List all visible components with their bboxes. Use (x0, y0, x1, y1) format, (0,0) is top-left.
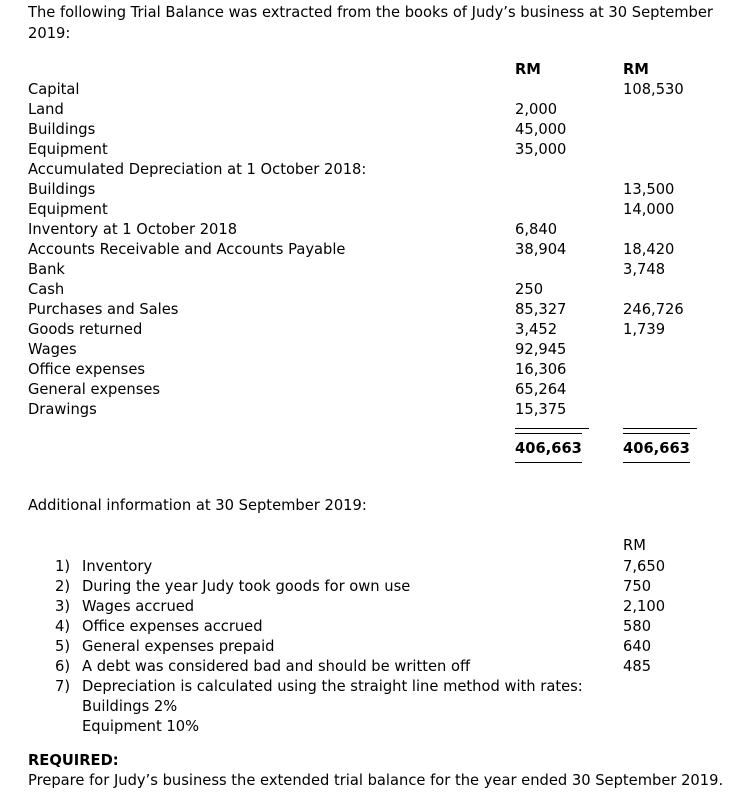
row-label: Buildings (28, 181, 96, 198)
list-sub-item (0, 697, 740, 717)
list-item-label: Depreciation is calculated using the straight line method with rates: (82, 678, 583, 695)
row-label: Cash (28, 281, 65, 298)
row-credit-value: 108,530 (623, 81, 684, 98)
table-row (0, 80, 740, 100)
total-debit: 406,663 (515, 433, 582, 463)
list-item-number: 2) (55, 578, 71, 595)
list-item-number: 6) (55, 658, 71, 675)
list-item-label: During the year Judy took goods for own use (82, 578, 411, 595)
row-debit-value: 6,840 (515, 221, 558, 238)
list-item (0, 677, 740, 697)
row-label: Buildings (28, 121, 96, 138)
list-item-label: A debt was considered bad and should be written off (82, 658, 471, 675)
row-debit-value: 3,452 (515, 321, 558, 338)
list-item-number: 3) (55, 598, 71, 615)
row-debit-value: 16,306 (515, 361, 567, 378)
row-label: Equipment (28, 201, 108, 218)
row-credit-value: 13,500 (623, 181, 675, 198)
table-row (0, 260, 740, 280)
list-item-value: 485 (623, 658, 652, 675)
additional-info-title: Additional information at 30 September 2019: (28, 497, 367, 514)
totals-rule-debit (515, 428, 589, 429)
list-item (0, 577, 740, 597)
row-credit-value: 18,420 (623, 241, 675, 258)
list-item-value: 640 (623, 638, 652, 655)
list-item-number: 4) (55, 618, 71, 635)
list-item-value: 750 (623, 578, 652, 595)
list-item-label: General expenses prepaid (82, 638, 275, 655)
row-label: Bank (28, 261, 65, 278)
row-debit-value: 2,000 (515, 101, 558, 118)
additional-info-currency-header: RM (623, 537, 646, 554)
row-label: Inventory at 1 October 2018 (28, 221, 238, 238)
row-credit-value: 246,726 (623, 301, 684, 318)
row-label: Purchases and Sales (28, 301, 179, 318)
table-row (0, 240, 740, 260)
table-row (0, 220, 740, 240)
list-sub-item (0, 717, 740, 737)
row-label: General expenses (28, 381, 161, 398)
required-heading: REQUIRED: (28, 752, 119, 769)
list-item-value: 2,100 (623, 598, 666, 615)
totals-row (0, 437, 740, 463)
intro-paragraph: The following Trial Balance was extracted from the books of Judy’s business at 30 September 2019: (28, 4, 713, 42)
list-item-label: Wages accrued (82, 598, 195, 615)
list-sub-item-label: Buildings 2% (82, 698, 178, 715)
row-label: Wages (28, 341, 77, 358)
column-header-credit: RM (623, 61, 649, 78)
table-row (0, 140, 740, 160)
table-row (0, 200, 740, 220)
row-debit-value: 35,000 (515, 141, 567, 158)
table-header-row (0, 60, 740, 80)
row-label: Capital (28, 81, 80, 98)
list-item-label: Office expenses accrued (82, 618, 263, 635)
row-credit-value: 3,748 (623, 261, 666, 278)
row-credit-value: 14,000 (623, 201, 675, 218)
table-row (0, 300, 740, 320)
list-item (0, 657, 740, 677)
table-row (0, 380, 740, 400)
table-row (0, 100, 740, 120)
table-row (0, 120, 740, 140)
row-label: Drawings (28, 401, 97, 418)
row-label: Equipment (28, 141, 108, 158)
total-credit: 406,663 (623, 433, 690, 463)
list-item (0, 597, 740, 617)
trial-balance-table (0, 60, 740, 463)
table-row (0, 180, 740, 200)
list-item (0, 557, 740, 577)
table-row (0, 280, 740, 300)
table-row (0, 160, 740, 180)
row-label: Land (28, 101, 64, 118)
row-label: Goods returned (28, 321, 143, 338)
list-item-number: 7) (55, 678, 71, 695)
table-row (0, 360, 740, 380)
table-row (0, 320, 740, 340)
list-item-label: Inventory (82, 558, 153, 575)
table-row (0, 340, 740, 360)
additional-info-list (0, 557, 740, 737)
table-body (0, 80, 740, 420)
list-item-number: 1) (55, 558, 71, 575)
row-debit-value: 15,375 (515, 401, 567, 418)
row-debit-value: 85,327 (515, 301, 567, 318)
row-label: Accounts Receivable and Accounts Payable (28, 241, 346, 258)
row-debit-value: 65,264 (515, 381, 567, 398)
row-credit-value: 1,739 (623, 321, 666, 338)
row-debit-value: 45,000 (515, 121, 567, 138)
list-item-value: 7,650 (623, 558, 666, 575)
list-item (0, 637, 740, 657)
row-debit-value: 92,945 (515, 341, 567, 358)
table-row (0, 400, 740, 420)
list-item-value: 580 (623, 618, 652, 635)
required-body: Prepare for Judy’s business the extended trial balance for the year ended 30 September 2019. (28, 772, 724, 789)
row-debit-value: 250 (515, 281, 544, 298)
list-item (0, 617, 740, 637)
list-item-number: 5) (55, 638, 71, 655)
row-label: Office expenses (28, 361, 146, 378)
column-header-debit: RM (515, 61, 541, 78)
list-sub-item-label: Equipment 10% (82, 718, 200, 735)
row-label: Accumulated Depreciation at 1 October 2018: (28, 161, 367, 178)
totals-rule-credit (623, 428, 697, 429)
row-debit-value: 38,904 (515, 241, 567, 258)
